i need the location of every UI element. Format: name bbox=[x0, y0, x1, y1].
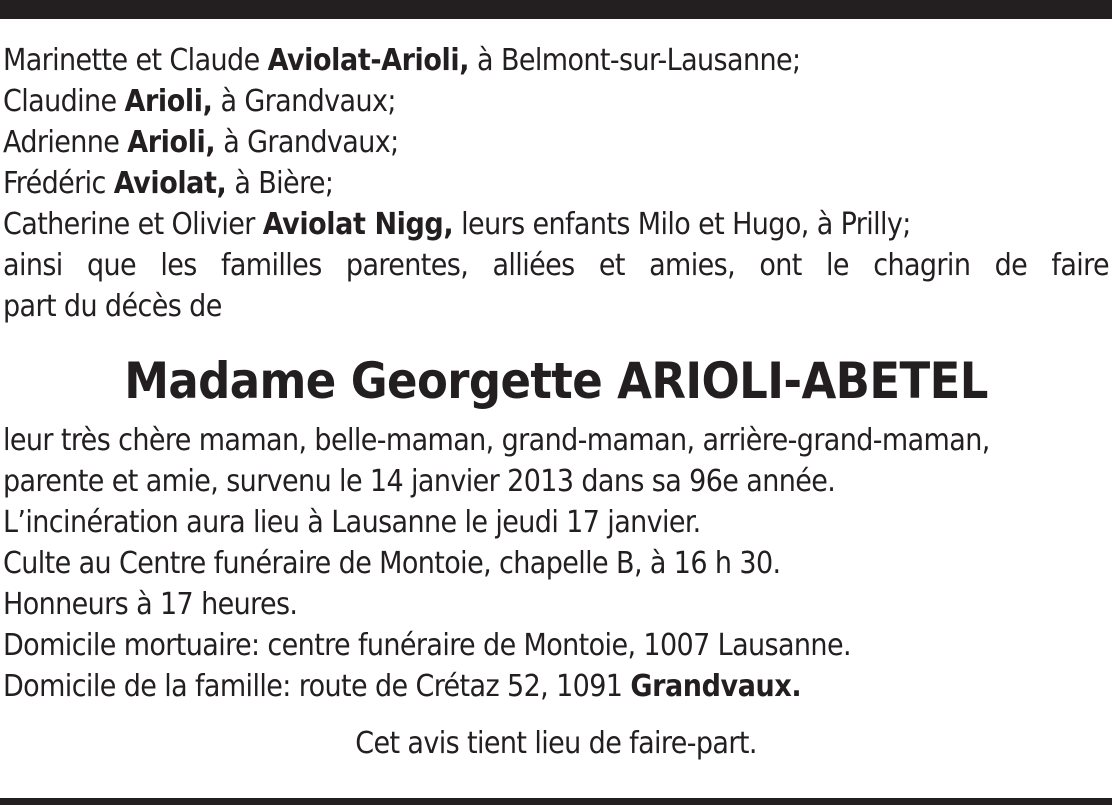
announcement-line: part du décès de bbox=[3, 289, 222, 324]
bottom-rule bbox=[0, 798, 1112, 805]
mortuary-address-line: Domicile mortuaire: centre funéraire de Montoie, 1007 Lausanne. bbox=[3, 628, 851, 663]
family-address: Domicile de la famille: route de Crétaz 52, 1091 bbox=[3, 669, 631, 704]
sender-family-name: Arioli, bbox=[127, 125, 216, 160]
sender-first-names: Claudine bbox=[3, 84, 125, 119]
sender-location: à Grandvaux; bbox=[212, 84, 396, 119]
sender-first-names: Adrienne bbox=[3, 125, 128, 160]
sender-location: leurs enfants Milo et Hugo, à Prilly; bbox=[453, 207, 911, 242]
sender-family-name: Aviolat, bbox=[113, 166, 227, 201]
sender-location: à Belmont-sur-Lausanne; bbox=[469, 43, 801, 78]
closing-note: Cet avis tient lieu de faire-part. bbox=[355, 726, 757, 761]
announcement-line: ainsi que les familles parentes, alliées et amies, ont le chagrin de faire bbox=[3, 248, 1109, 283]
sender-location: à Grandvaux; bbox=[215, 125, 399, 160]
deceased-name: Madame Georgette ARIOLI-ABETEL bbox=[124, 352, 988, 410]
sender-family-name: Aviolat Nigg, bbox=[262, 207, 454, 242]
top-rule bbox=[0, 0, 1112, 19]
honours-line: Honneurs à 17 heures. bbox=[3, 587, 298, 622]
sender-location: à Bière; bbox=[226, 166, 334, 201]
details-line: parente et amie, survenu le 14 janvier 2013 dans sa 96e année. bbox=[3, 464, 836, 499]
cremation-line: L’incinération aura lieu à Lausanne le jeudi 17 janvier. bbox=[3, 505, 701, 540]
sender-line bbox=[3, 40, 1109, 81]
sender-family-name: Aviolat-Arioli, bbox=[267, 43, 470, 78]
details-line: leur très chère maman, belle-maman, grand-maman, arrière-grand-maman, bbox=[3, 423, 990, 458]
family-town: Grandvaux. bbox=[630, 669, 802, 704]
sender-line bbox=[3, 163, 1109, 204]
sender-first-names: Frédéric bbox=[3, 166, 114, 201]
sender-first-names: Catherine et Olivier bbox=[3, 207, 263, 242]
sender-line bbox=[3, 204, 1109, 245]
sender-family-name: Arioli, bbox=[124, 84, 213, 119]
sender-line bbox=[3, 81, 1109, 122]
sender-first-names: Marinette et Claude bbox=[3, 43, 268, 78]
sender-line bbox=[3, 122, 1109, 163]
family-address-line bbox=[3, 666, 1109, 707]
service-line: Culte au Centre funéraire de Montoie, chapelle B, à 16 h 30. bbox=[3, 546, 781, 581]
obituary-notice bbox=[3, 40, 1109, 764]
